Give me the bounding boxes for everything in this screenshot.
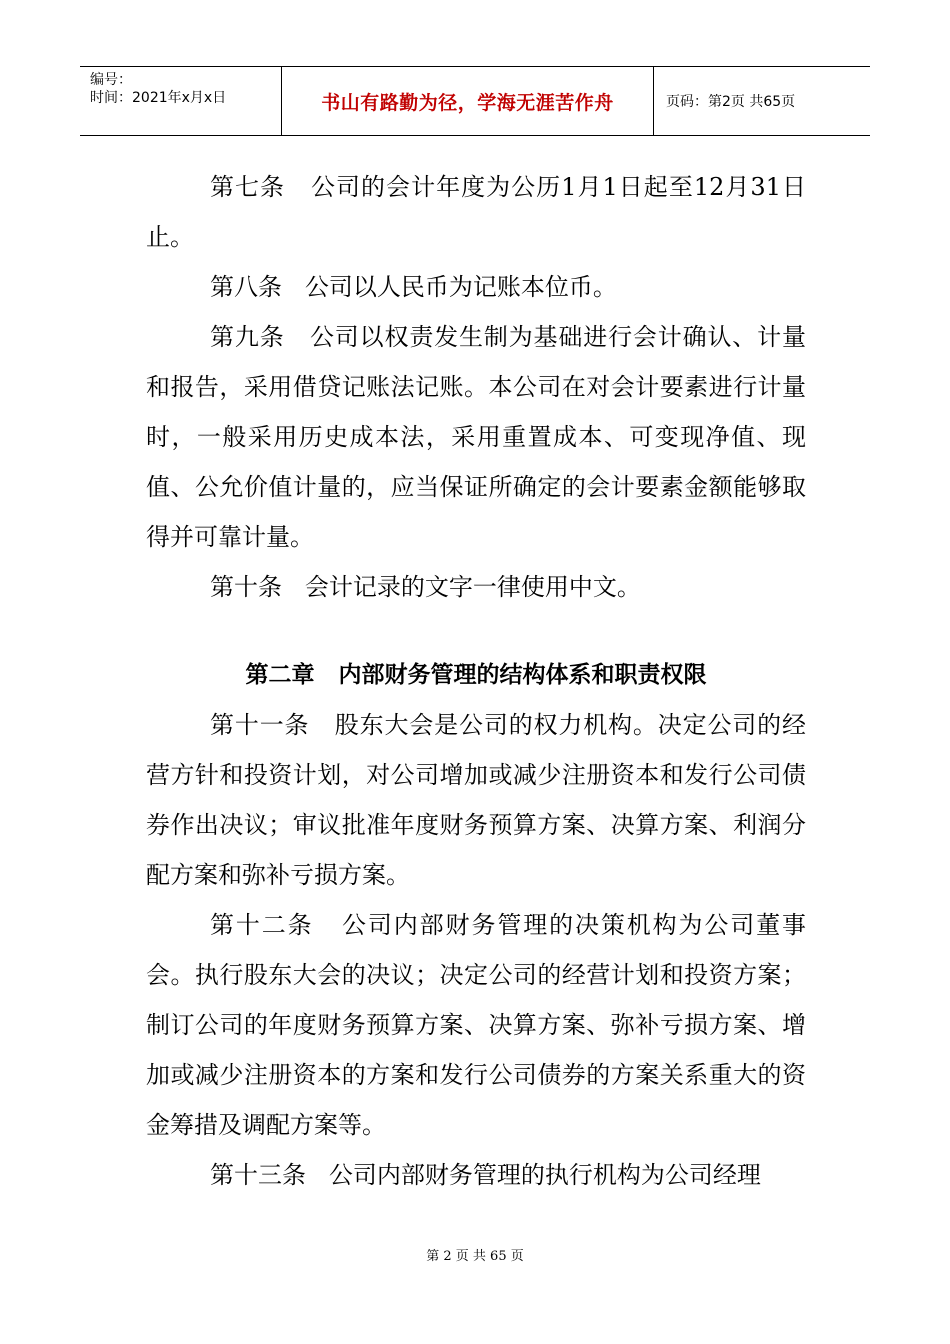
document-body: [146, 162, 806, 1200]
article-10: 第十条 会计记录的文字一律使用中文。: [210, 573, 641, 601]
article-13: 第十三条 公司内部财务管理的执行机构为公司经理: [210, 1161, 761, 1189]
article-9: 第九条 公司以权责发生制为基础进行会计确认、计量和报告，采用借贷记账法记账。本公司在对会计要素进行计量时，一般采用历史成本法，采用重置成本、可变现净值、现值、公允价值计量的，应当保证所确定的会计要素金额能够取得并可靠计量。: [146, 323, 806, 551]
article-11: 第十一条 股东大会是公司的权力机构。决定公司的经营方针和投资计划，对公司增加或减少注册资本和发行公司债券作出决议；审议批准年度财务预算方案、决算方案、利润分配方案和弥补亏损方案。: [146, 711, 806, 889]
header-page-info-cell: [654, 67, 870, 135]
header-meta: [80, 67, 282, 135]
header-motto: 书山有路勤为径，学海无涯苦作舟: [321, 91, 614, 114]
document-number-label: 编号：: [90, 72, 132, 88]
page-footer: 第 2 页 共 65 页: [426, 1249, 524, 1264]
document-time-label: 时间：2021年x月x日: [90, 90, 227, 106]
article-12: 第十二条 公司内部财务管理的决策机构为公司董事会。执行股东大会的决议；决定公司的经营计划和投资方案；制订公司的年度财务预算方案、决算方案、弥补亏损方案、增加或减少注册资本的方案和发行公司债券的方案关系重大的资金筹措及调配方案等。: [146, 911, 806, 1139]
page-header: [80, 66, 870, 136]
chapter-title: 第二章 内部财务管理的结构体系和职责权限: [245, 662, 707, 688]
article-8: 第八条 公司以人民币为记账本位币。: [210, 273, 617, 301]
article-7: 第七条 公司的会计年度为公历1月1日起至12月31日止。: [146, 173, 806, 251]
header-page-info: 页码：第2页 共65页: [666, 94, 796, 110]
header-motto-cell: [282, 67, 654, 135]
